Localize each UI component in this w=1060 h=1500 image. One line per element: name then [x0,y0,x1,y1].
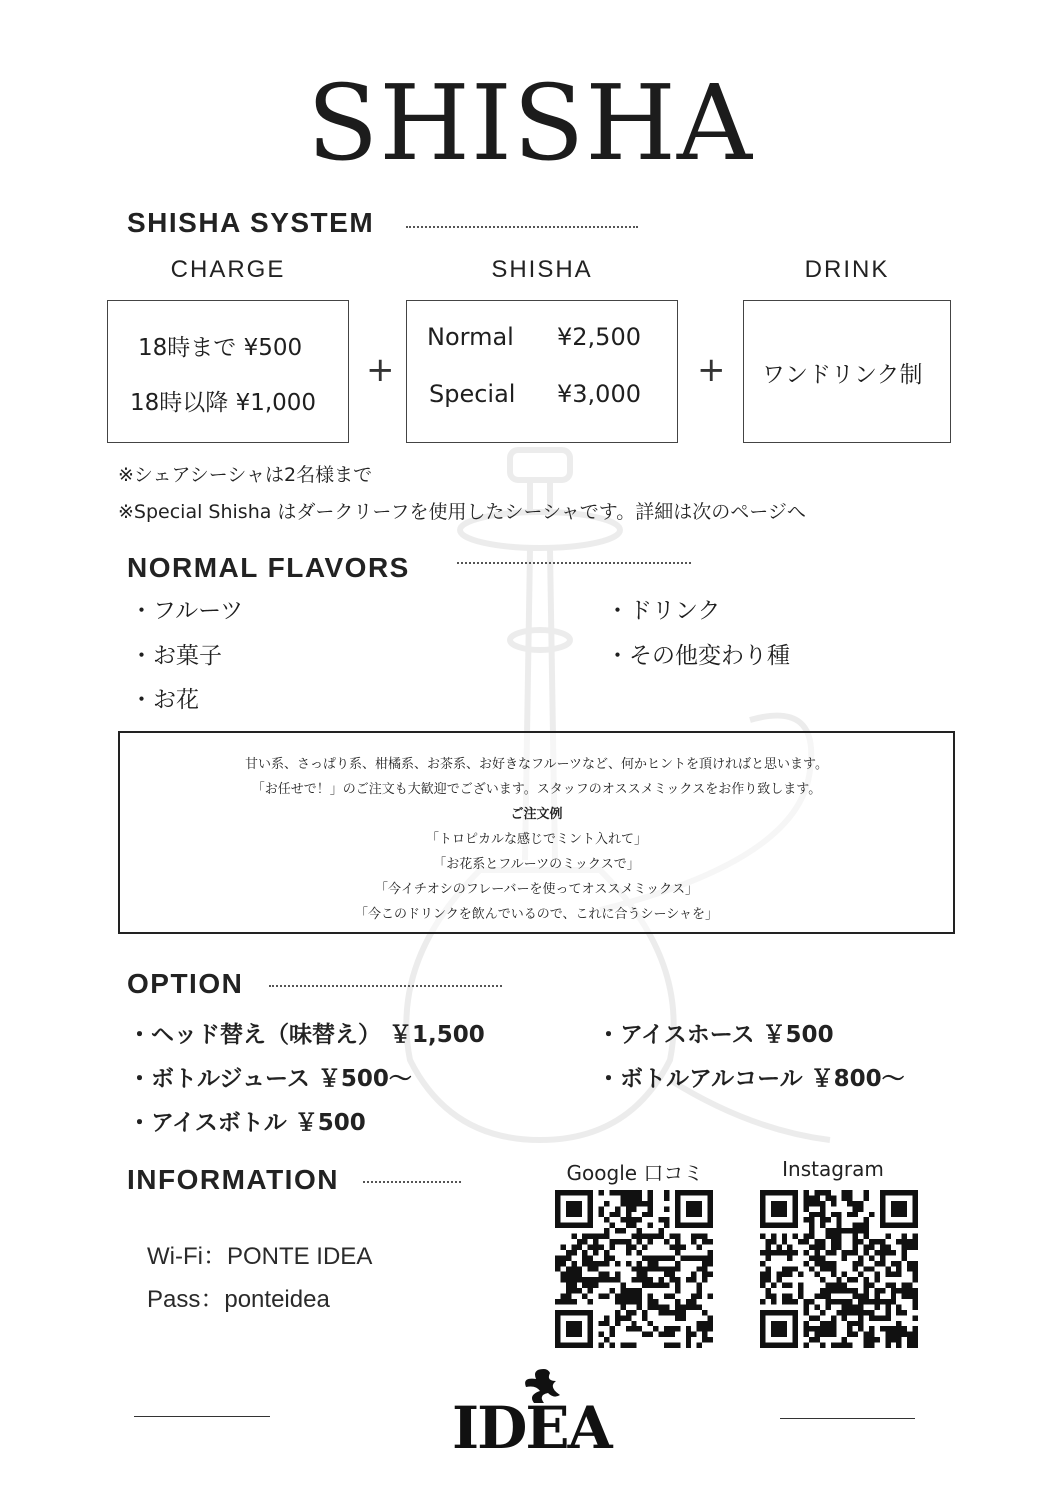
heading-dotted-rule [363,1181,461,1183]
charge-before-18: 18時まで ¥500 [138,335,303,361]
google-review-label: Google 口コミ [566,1161,704,1185]
instagram-qr-code[interactable] [760,1190,918,1348]
hint-line: 「お任せで！」のご注文も大歓迎でございます。スタッフのオススメミックスをお作り致します。 [251,782,822,797]
instagram-label: Instagram [782,1157,884,1181]
charge-box [107,300,349,443]
flavor-item: ・その他変わり種 [606,643,790,669]
charge-after-18: 18時以降 ¥1,000 [130,390,317,416]
hint-line: 甘い系、さっぱり系、柑橘系、お茶系、お好きなフルーツなど、何かヒントを頂ければと思います。 [245,757,828,772]
shisha-price-box [406,300,678,443]
plus-sign: + [366,350,395,390]
order-example: 「今このドリンクを飲んでいるので、これに合うシーシャを」 [355,907,718,922]
page-title: SHISHA [306,62,754,184]
shisha-system-heading: SHISHA SYSTEM [127,207,375,238]
shisha-special-name: Special [429,380,516,408]
heading-dotted-rule [269,985,502,987]
wifi-text: Wi-Fi：PONTE IDEA [147,1243,373,1270]
order-hint-box [118,731,955,934]
order-example: 「トロピカルな感じでミント入れて」 [425,832,647,847]
wifi-password: Pass：ponteidea [147,1286,330,1313]
shisha-normal-name: Normal [427,323,514,351]
google-review-qr-code[interactable] [555,1190,713,1348]
drink-label: DRINK [804,256,890,283]
option-item: ・アイスボトル ￥500 [128,1110,366,1136]
flavor-item: ・ドリンク [606,598,721,624]
option-item: ・アイスホース ￥500 [597,1022,834,1048]
normal-flavors-heading: NORMAL FLAVORS [127,552,410,583]
shisha-normal-price: ¥2,500 [557,323,641,351]
option-item: ・ボトルジュース ￥500〜 [128,1066,412,1092]
flavor-item: ・お花 [130,687,199,713]
order-example-title: ご注文例 [510,807,563,822]
option-heading: OPTION [127,968,244,999]
plus-sign: + [697,350,726,390]
order-example: 「今イチオシのフレーバーを使ってオススメミックス」 [374,882,699,897]
flavor-item: ・フルーツ [130,598,244,624]
share-note: ※シェアシーシャは2名様まで [118,464,373,486]
shisha-label: SHISHA [491,256,593,283]
footer-rule-right [780,1418,915,1419]
shisha-special-price: ¥3,000 [557,380,641,408]
order-example: 「お花系とフルーツのミックスで」 [433,857,640,872]
heading-dotted-rule [457,562,691,564]
flavor-item: ・お菓子 [130,643,222,669]
option-item: ・ヘッド替え（味替え） ￥1,500 [128,1022,485,1048]
special-note: ※Special Shisha はダークリーフを使用したシーシャです。詳細は次のページへ [118,501,806,523]
option-item: ・ボトルアルコール ￥800〜 [597,1066,905,1092]
logo-wordmark: IDEA [452,1394,611,1462]
charge-label: CHARGE [170,256,286,283]
heading-dotted-rule [406,226,638,228]
one-drink-text: ワンドリンク制 [762,362,923,388]
drink-box [743,300,951,443]
footer-rule-left [134,1416,270,1417]
information-heading: INFORMATION [127,1164,339,1195]
idea-logo [452,1365,611,1475]
